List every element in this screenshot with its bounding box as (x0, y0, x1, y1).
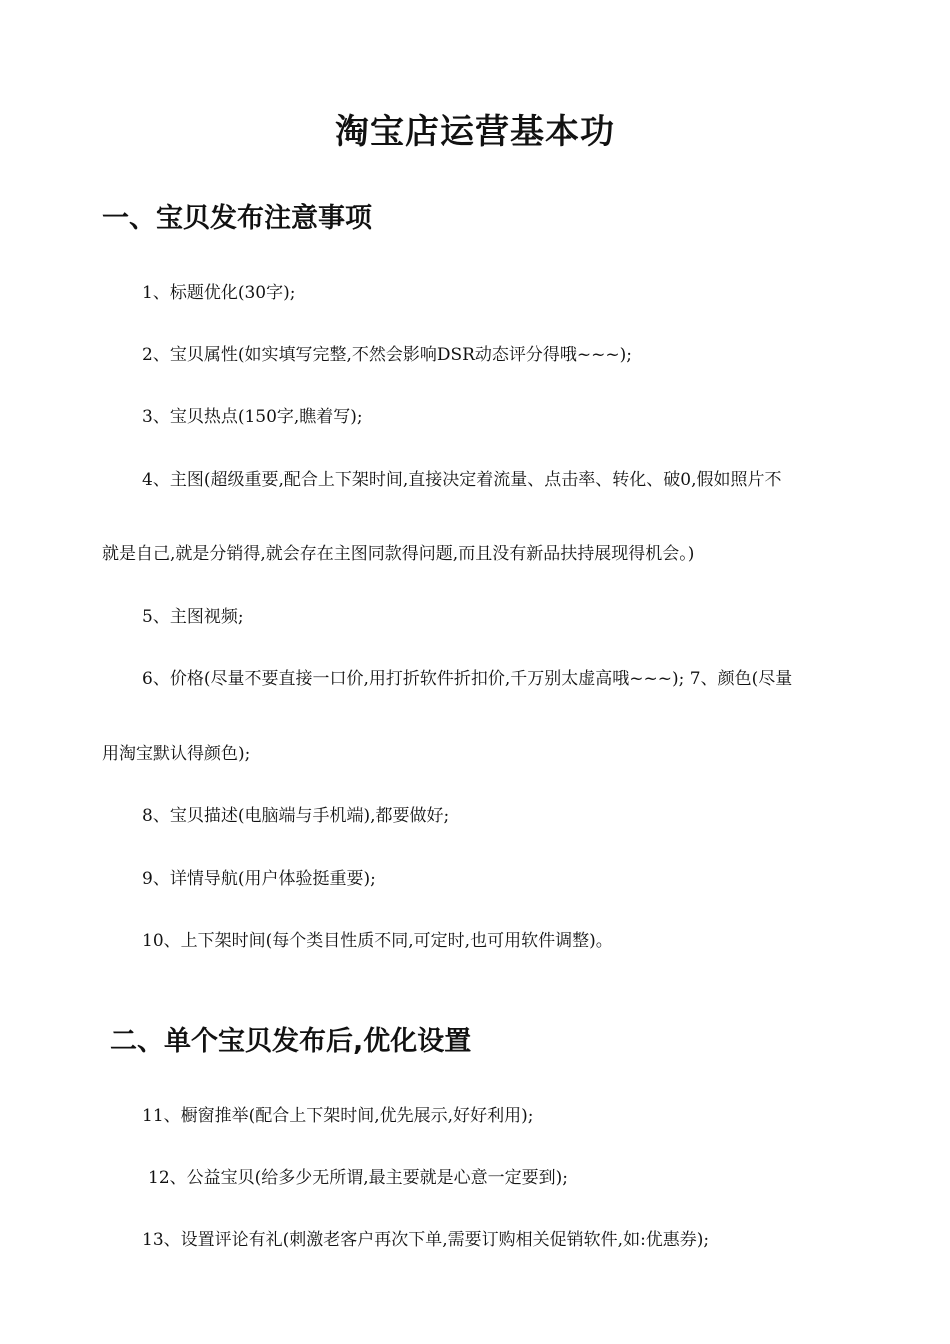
section-heading-2: 二、单个宝贝发布后,优化设置 (110, 1026, 472, 1057)
list-item: 8、宝贝描述(电脑端与手机端),都要做好; (142, 806, 450, 826)
list-item: 5、主图视频; (142, 607, 244, 627)
section-heading-1: 一、宝贝发布注意事项 (102, 203, 372, 234)
list-item: 3、宝贝热点(150字,瞧着写); (142, 407, 363, 427)
list-item: 10、上下架时间(每个类目性质不同,可定时,也可用软件调整)。 (142, 931, 613, 951)
document-title: 淘宝店运营基本功 (335, 112, 615, 152)
list-item: 1、标题优化(30字); (142, 283, 296, 303)
list-item-continuation: 就是自己,就是分销得,就会存在主图同款得问题,而且没有新品扶持展现得机会。) (102, 544, 695, 564)
list-item: 13、设置评论有礼(刺激老客户再次下单,需要订购相关促销软件,如:优惠券); (142, 1230, 710, 1250)
list-item-continuation: 用淘宝默认得颜色); (102, 744, 251, 764)
list-item: 9、详情导航(用户体验挺重要); (142, 869, 376, 889)
list-item: 4、主图(超级重要,配合上下架时间,直接决定着流量、点击率、转化、破0,假如照片不 (142, 470, 782, 490)
list-item: 12、公益宝贝(给多少无所谓,最主要就是心意一定要到); (148, 1168, 569, 1188)
list-item: 6、价格(尽量不要直接一口价,用打折软件折扣价,千万别太虚高哦~~~); 7、颜色(尽量 (142, 669, 793, 689)
list-item: 11、橱窗推举(配合上下架时间,优先展示,好好利用); (142, 1106, 534, 1126)
list-item: 2、宝贝属性(如实填写完整,不然会影响DSR动态评分得哦~~~); (142, 345, 633, 365)
